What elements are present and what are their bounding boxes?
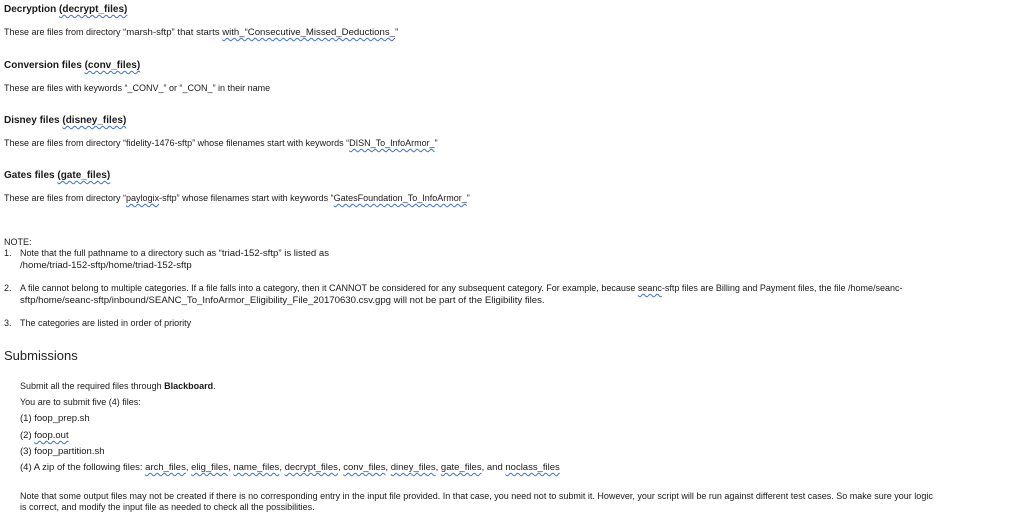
conv-files-label: (conv_files) xyxy=(84,60,141,71)
zip-file-gate: gate_files xyxy=(440,462,482,473)
conversion-heading-text: Conversion files xyxy=(4,60,85,71)
note-1-dir: “triad-152-sftp” is listed as xyxy=(218,248,329,259)
disney-desc-pre: These are files from directory “fidelity-1476-sftp” whose filenames start with keywords “ xyxy=(4,138,350,148)
submissions-title: Submissions xyxy=(4,348,78,363)
gates-desc-dir: paylogix xyxy=(126,193,160,203)
zip-file-name: name_files xyxy=(233,462,280,473)
note-2-line1 xyxy=(20,283,903,293)
blackboard-label: Blackboard xyxy=(164,381,214,391)
disney-desc-keyword: DISN_To_InfoArmor_ xyxy=(349,138,435,148)
gates-desc-pre: These are files from directory “ xyxy=(4,193,127,203)
gates-heading xyxy=(4,170,110,181)
disney-files-label: (disney_files) xyxy=(62,115,127,126)
disney-heading-text: Disney files xyxy=(4,115,63,126)
gate-files-label: (gate_files) xyxy=(57,170,111,181)
note-3-number: 3. xyxy=(4,318,12,328)
note-1-line1 xyxy=(20,248,329,259)
decryption-desc-post: ” xyxy=(394,27,399,38)
decryption-heading-text: Decryption xyxy=(4,4,60,15)
decryption-desc-pre: These are files from directory xyxy=(4,27,124,37)
conversion-description: These are files with keywords “_CONV_” or “_CON_” in their name xyxy=(4,83,271,93)
note-2-pre: A file cannot belong to multiple categories. If a file falls into a category, then it CANNOT be considered for any subsequent category. For example, because xyxy=(20,283,638,293)
disney-description xyxy=(4,138,438,148)
submission-item-2 xyxy=(20,430,69,441)
submit-pre: Submit all the required files through xyxy=(20,381,165,391)
zip-file-conv: conv_files xyxy=(343,462,386,473)
note-1-pre: Note that the full pathname to a directory such as xyxy=(20,248,219,258)
closing-note-line2: is correct, and modify the input file as needed to check all the possibilities. xyxy=(20,502,315,512)
decryption-desc-dir: “marsh-sftp” that starts xyxy=(123,27,223,38)
submission-item-2-pre: (2) xyxy=(20,430,35,441)
zip-file-diney: diney_files xyxy=(390,462,436,473)
decryption-description xyxy=(4,27,398,38)
zip-file-arch: arch_files xyxy=(145,462,186,473)
decrypt-files-label: (decrypt_files) xyxy=(59,4,128,15)
submit-post: . xyxy=(213,381,216,391)
gates-desc-mid: -sftp” whose filenames start with keywords “ xyxy=(159,193,334,203)
submission-item-4-pre: (4) A zip of the following files: xyxy=(20,462,146,473)
gates-desc-post: ” xyxy=(466,193,470,203)
gates-desc-keyword: GatesFoundation_To_InfoArmor_ xyxy=(333,193,467,203)
conversion-heading xyxy=(4,60,140,71)
note-3-text: The categories are listed in order of priority xyxy=(20,318,192,328)
note-label: NOTE: xyxy=(4,237,32,247)
submission-item-4: (4) A zip of the following files: arch_files, elig_files, name_files, decrypt_files, conv_files, diney_files, gate_files, and noclass_files xyxy=(20,462,560,473)
disney-desc-post: ” xyxy=(434,138,438,148)
zip-file-noclass: noclass_files xyxy=(505,462,560,473)
note-1-line2: /home/triad-152-sftp/home/triad-152-sftp xyxy=(20,260,192,271)
note-1-number: 1. xyxy=(4,248,12,258)
submit-count: You are to submit five (4) files: xyxy=(20,397,141,407)
gates-heading-text: Gates files xyxy=(4,170,58,181)
zip-file-elig: elig_files xyxy=(191,462,229,473)
note-2-post: -sftp files are Billing and Payment files, the file /home/seanc- xyxy=(661,283,903,293)
note-2-line2: sftp/home/seanc-sftp/inbound/SEANC_To_InfoArmor_Eligibility_File_20170630.csv.gpg will not be part of the Eligibility files. xyxy=(20,295,545,306)
zip-file-decrypt: decrypt_files xyxy=(284,462,338,473)
note-2-number: 2. xyxy=(4,283,12,293)
note-2-seanc: seanc xyxy=(637,283,662,293)
decryption-heading xyxy=(4,4,127,15)
submission-item-3: (3) foop_partition.sh xyxy=(20,446,105,457)
foop-out-filename: foop.out xyxy=(34,430,69,441)
disney-heading xyxy=(4,115,126,126)
decryption-desc-keyword: with_“Consecutive_Missed_Deductions_ xyxy=(222,27,395,38)
submit-instruction xyxy=(20,381,216,391)
closing-note-line1: Note that some output files may not be created if there is no corresponding entry in the input file provided. In that case, you need not to submit it. However, your script will be run against different test cases. So make sure your logic xyxy=(20,491,933,501)
zip-and: and xyxy=(486,462,506,473)
submission-item-1: (1) foop_prep.sh xyxy=(20,413,90,424)
gates-description xyxy=(4,193,470,203)
